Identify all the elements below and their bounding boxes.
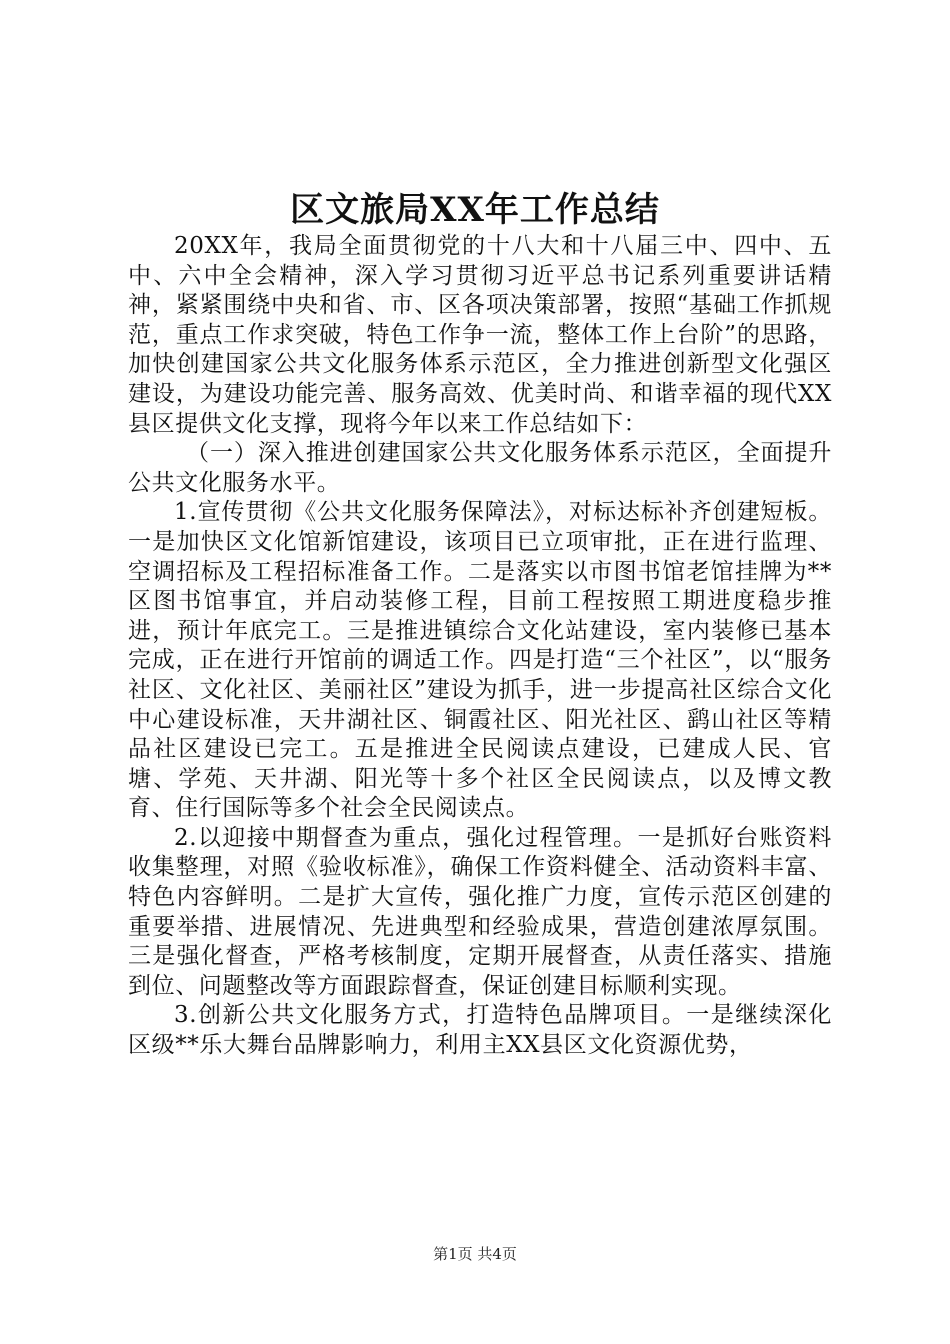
- page-number-footer: 第1页 共4页: [433, 1245, 517, 1263]
- item-paragraph-2: 2.以迎接中期督查为重点，强化过程管理。一是抓好台账资料收集整理，对照《验收标准》，确保工作资料健全、活动资料丰富、特色内容鲜明。二是扩大宣传，强化推广力度，宣传示范区创建的重要举措、进展情况、先进典型和经验成果，营造创建浓厚氛围。三是强化督查，严格考核制度，定期开展督查，从责任落实、措施到位、问题整改等方面跟踪督查，保证创建目标顺利实现。: [128, 824, 832, 999]
- section-heading-1: （一）深入推进创建国家公共文化服务体系示范区，全面提升公共文化服务水平。: [128, 440, 832, 496]
- item-paragraph-1: 1.宣传贯彻《公共文化服务保障法》，对标达标补齐创建短板。一是加快区文化馆新馆建设，该项目已立项审批，正在进行监理、空调招标及工程招标准备工作。二是落实以市图书馆老馆挂牌为**区图书馆事宜，并启动装修工程，目前工程按照工期进度稳步推进，预计年底完工。三是推进镇综合文化站建设，室内装修已基本完成，正在进行开馆前的调适工作。四是打造“三个社区”，以“服务社区、文化社区、美丽社区”建设为抓手，进一步提高社区综合文化中心建设标准，天井湖社区、铜霞社区、阳光社区、鹞山社区等精品社区建设已完工。五是推进全民阅读点建设，已建成人民、官塘、学苑、天井湖、阳光等十多个社区全民阅读点，以及博文教育、住行国际等多个社会全民阅读点。: [128, 499, 832, 822]
- document-body: [128, 232, 832, 1061]
- intro-paragraph: 20XX年，我局全面贯彻党的十八大和十八届三中、四中、五中、六中全会精神，深入学习贯彻习近平总书记系列重要讲话精神，紧紧围绕中央和省、市、区各项决策部署，按照“基础工作抓规范，重点工作求突破，特色工作争一流，整体工作上台阶”的思路，加快创建国家公共文化服务体系示范区，全力推进创新型文化强区建设，为建设功能完善、服务高效、优美时尚、和谐幸福的现代XX县区提供文化支撑，现将今年以来工作总结如下：: [128, 233, 832, 437]
- document-title: 区文旅局XX年工作总结: [290, 190, 660, 230]
- item-paragraph-3: 3.创新公共文化服务方式，打造特色品牌项目。一是继续深化区级**乐大舞台品牌影响力，利用主XX县区文化资源优势，: [128, 1002, 832, 1059]
